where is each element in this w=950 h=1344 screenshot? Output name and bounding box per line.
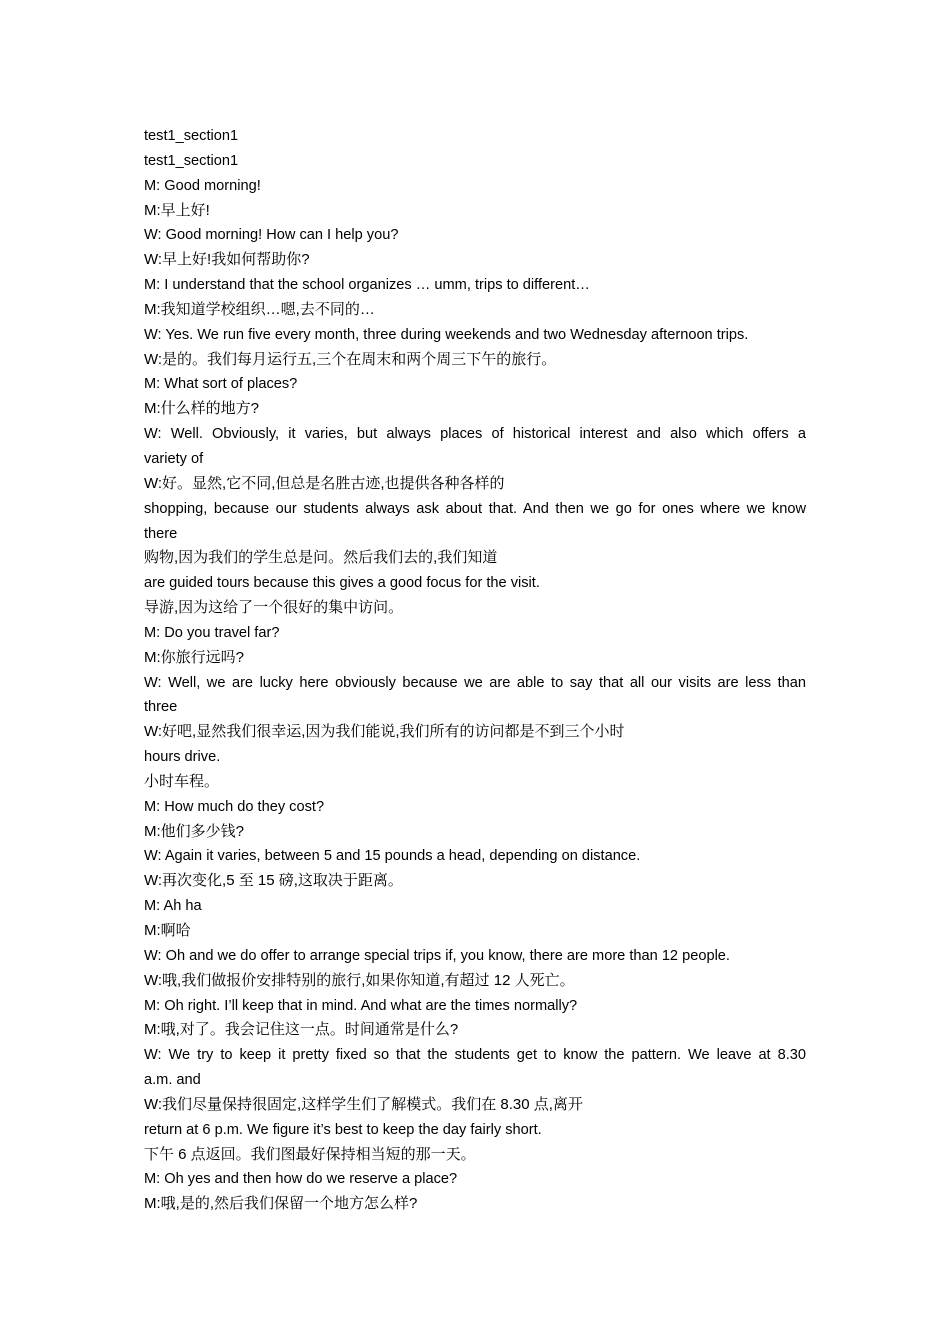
transcript-line: a.m. and <box>144 1072 201 1089</box>
transcript-line-translation: 小时车程。 <box>144 772 220 790</box>
transcript-line: are guided tours because this gives a good focus for the visit. <box>144 575 540 592</box>
transcript-line: variety of <box>144 450 204 467</box>
transcript-line-translation: M:我知道学校组织…嗯,去不同的… <box>144 300 375 318</box>
transcript-line: M: Oh yes and then how do we reserve a place? <box>144 1171 458 1188</box>
transcript-line: W: Well. Obviously, it varies, but always places of historical interest and also which offers a <box>144 426 806 443</box>
transcript-line-translation: W:哦,我们做报价安排特别的旅行,如果你知道,有超过 12 人死亡。 <box>144 971 575 989</box>
document-body <box>144 124 806 1217</box>
transcript-line: W: Yes. We run five every month, three during weekends and two Wednesday afternoon trips. <box>144 326 749 343</box>
transcript-line-translation: M:早上好! <box>144 201 210 219</box>
transcript-line-translation: W:是的。我们每月运行五,三个在周末和两个周三下午的旅行。 <box>144 350 557 368</box>
transcript-line-translation: 导游,因为这给了一个很好的集中访问。 <box>144 599 404 617</box>
transcript-line-translation: W:好。显然,它不同,但总是名胜古迹,也提供各种各样的 <box>144 474 505 492</box>
transcript-line: M: Do you travel far? <box>144 624 280 641</box>
transcript-line: test1_section1 <box>144 152 239 169</box>
transcript-line-translation: W:我们尽量保持很固定,这样学生们了解模式。我们在 8.30 点,离开 <box>144 1095 583 1113</box>
transcript-line-translation: M:他们多少钱? <box>144 822 245 840</box>
transcript-line: M: Oh right. I’ll keep that in mind. And what are the times normally? <box>144 997 578 1014</box>
transcript-line-translation: 购物,因为我们的学生总是问。然后我们去的,我们知道 <box>144 549 498 567</box>
transcript-line: M: Ah ha <box>144 898 202 915</box>
transcript-line: W: Good morning! How can I help you? <box>144 227 399 244</box>
transcript-line-translation: M:你旅行远吗? <box>144 648 245 666</box>
transcript-line-translation: M:哦,对了。我会记住这一点。时间通常是什么? <box>144 1021 459 1039</box>
transcript-line: M: How much do they cost? <box>144 798 325 815</box>
transcript-line: hours drive. <box>144 749 221 766</box>
transcript-line: shopping, because our students always ask about that. And then we go for ones where we know <box>144 500 806 517</box>
transcript-line: three <box>144 699 178 716</box>
transcript-line: test1_section1 <box>144 128 239 144</box>
transcript-line-translation: W:好吧,显然我们很幸运,因为我们能说,我们所有的访问都是不到三个小时 <box>144 723 625 741</box>
transcript-line-translation: 下午 6 点返回。我们图最好保持相当短的那一天。 <box>144 1145 476 1163</box>
transcript-line-translation: M:啊哈 <box>144 922 191 939</box>
transcript-line: M: I understand that the school organizes … umm, trips to different… <box>144 277 590 294</box>
transcript-line: M: Good morning! <box>144 177 261 194</box>
transcript-line: there <box>144 525 178 542</box>
transcript-line: W: Again it varies, between 5 and 15 pounds a head, depending on distance. <box>144 848 641 865</box>
transcript-line-translation: W:再次变化,5 至 15 磅,这取决于距离。 <box>144 872 403 890</box>
transcript-line: return at 6 p.m. We figure it’s best to keep the day fairly short. <box>144 1121 542 1138</box>
transcript-line-translation: M:什么样的地方? <box>144 400 260 418</box>
transcript-line: M: What sort of places? <box>144 376 298 393</box>
transcript-line: W: Well, we are lucky here obviously because we are able to say that all our visits are less than <box>144 674 806 691</box>
transcript-line-translation: W:早上好!我如何帮助你? <box>144 251 310 269</box>
transcript-line: W: We try to keep it pretty fixed so that the students get to know the pattern. We leave at 8.30 <box>144 1047 806 1064</box>
transcript-line: W: Oh and we do offer to arrange special trips if, you know, there are more than 12 people. <box>144 947 730 964</box>
transcript-line-translation: M:哦,是的,然后我们保留一个地方怎么样? <box>144 1195 418 1213</box>
